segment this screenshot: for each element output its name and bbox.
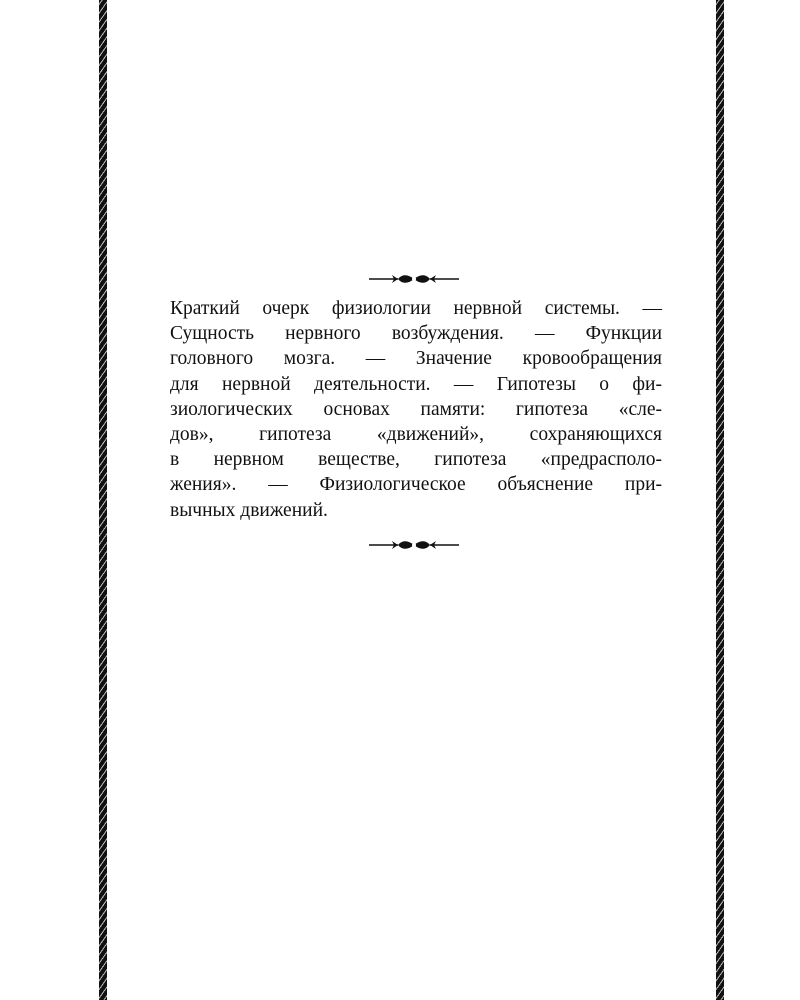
- left-rope-border: [99, 0, 107, 1000]
- bottom-ornament-icon: [368, 539, 460, 551]
- chapter-summary: [170, 296, 662, 523]
- summary-line: для нервной деятельности. — Гипотезы о фи-: [170, 373, 662, 395]
- summary-line: вычных движений.: [170, 499, 328, 521]
- summary-line: Краткий очерк физиологии нервной системы. —: [170, 298, 662, 319]
- top-ornament-icon: [368, 273, 460, 285]
- summary-line: жения». — Физиологическое объяснение при-: [170, 474, 662, 496]
- summary-line: в нервном веществе, гипотеза «предрасполо-: [170, 449, 662, 471]
- summary-line: зиологических основах памяти: гипотеза «сле-: [170, 398, 662, 420]
- summary-line: дов», гипотеза «движений», сохраняющихся: [170, 424, 662, 446]
- summary-line: Сущность нервного возбуждения. — Функции: [170, 323, 662, 345]
- summary-line: головного мозга. — Значение кровообращения: [170, 348, 662, 370]
- right-rope-border: [716, 0, 724, 1000]
